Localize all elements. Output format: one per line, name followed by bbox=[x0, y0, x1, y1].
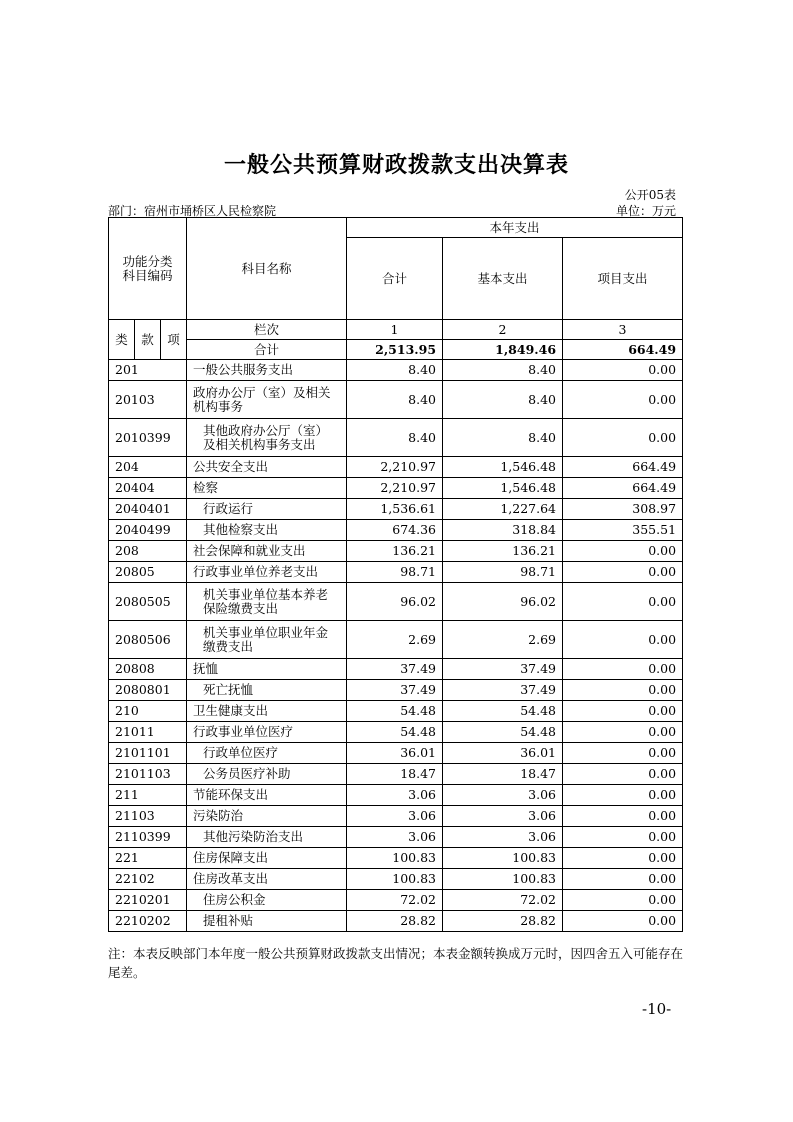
row-project: 0.00 bbox=[563, 911, 683, 932]
subject-code: 2080505 bbox=[109, 583, 187, 621]
row-project: 0.00 bbox=[563, 621, 683, 659]
row-basic: 72.02 bbox=[443, 890, 563, 911]
row-project: 0.00 bbox=[563, 381, 683, 419]
row-basic: 136.21 bbox=[443, 541, 563, 562]
form-number: 公开05表 bbox=[624, 188, 676, 202]
subject-code: 20808 bbox=[109, 659, 187, 680]
table-row bbox=[109, 583, 683, 621]
col-2-label: 2 bbox=[443, 320, 563, 340]
subject-name: 提租补贴 bbox=[187, 911, 347, 932]
table-row bbox=[109, 764, 683, 785]
project-header: 项目支出 bbox=[563, 238, 683, 320]
basic-header: 基本支出 bbox=[443, 238, 563, 320]
current-year-header: 本年支出 bbox=[347, 218, 683, 238]
row-basic: 37.49 bbox=[443, 680, 563, 701]
row-total: 2,210.97 bbox=[347, 457, 443, 478]
subject-name: 节能环保支出 bbox=[187, 785, 347, 806]
subject-code: 210 bbox=[109, 701, 187, 722]
xiang-header: 项 bbox=[161, 320, 187, 360]
subject-code: 201 bbox=[109, 360, 187, 381]
subject-name: 卫生健康支出 bbox=[187, 701, 347, 722]
row-total: 3.06 bbox=[347, 806, 443, 827]
row-total: 37.49 bbox=[347, 680, 443, 701]
row-project: 0.00 bbox=[563, 680, 683, 701]
row-basic: 54.48 bbox=[443, 722, 563, 743]
row-basic: 18.47 bbox=[443, 764, 563, 785]
unit-label: 单位：万元 bbox=[615, 204, 676, 218]
row-basic: 1,227.64 bbox=[443, 499, 563, 520]
row-total: 96.02 bbox=[347, 583, 443, 621]
row-basic: 8.40 bbox=[443, 360, 563, 381]
row-project: 0.00 bbox=[563, 764, 683, 785]
row-total: 98.71 bbox=[347, 562, 443, 583]
row-basic: 3.06 bbox=[443, 806, 563, 827]
kuan-header: 款 bbox=[135, 320, 161, 360]
row-total: 54.48 bbox=[347, 722, 443, 743]
subject-name: 行政运行 bbox=[187, 499, 347, 520]
table-row bbox=[109, 890, 683, 911]
subject-name: 住房改革支出 bbox=[187, 869, 347, 890]
row-basic: 3.06 bbox=[443, 785, 563, 806]
subject-name: 行政事业单位养老支出 bbox=[187, 562, 347, 583]
row-project: 0.00 bbox=[563, 562, 683, 583]
row-total: 18.47 bbox=[347, 764, 443, 785]
table-row bbox=[109, 869, 683, 890]
table-title: 一般公共预算财政拨款支出决算表 bbox=[223, 152, 569, 178]
row-basic: 100.83 bbox=[443, 869, 563, 890]
table-row bbox=[109, 360, 683, 381]
row-basic: 1,546.48 bbox=[443, 457, 563, 478]
row-basic: 2.69 bbox=[443, 621, 563, 659]
subject-name: 污染防治 bbox=[187, 806, 347, 827]
row-basic: 96.02 bbox=[443, 583, 563, 621]
row-project: 0.00 bbox=[563, 848, 683, 869]
subject-code: 2101103 bbox=[109, 764, 187, 785]
table-row bbox=[109, 541, 683, 562]
subject-code: 208 bbox=[109, 541, 187, 562]
table-row bbox=[109, 659, 683, 680]
table-row bbox=[109, 457, 683, 478]
row-project: 0.00 bbox=[563, 806, 683, 827]
row-total: 37.49 bbox=[347, 659, 443, 680]
subject-name: 住房保障支出 bbox=[187, 848, 347, 869]
row-basic: 318.84 bbox=[443, 520, 563, 541]
total-header: 合计 bbox=[347, 238, 443, 320]
sum-basic: 1,849.46 bbox=[443, 340, 563, 360]
col-3-label: 3 bbox=[563, 320, 683, 340]
row-project: 664.49 bbox=[563, 457, 683, 478]
row-basic: 100.83 bbox=[443, 848, 563, 869]
row-total: 1,536.61 bbox=[347, 499, 443, 520]
page-number: -10- bbox=[642, 1000, 672, 1018]
subject-code: 221 bbox=[109, 848, 187, 869]
row-basic: 54.48 bbox=[443, 701, 563, 722]
subject-name: 社会保障和就业支出 bbox=[187, 541, 347, 562]
subject-name: 行政单位医疗 bbox=[187, 743, 347, 764]
row-total: 8.40 bbox=[347, 360, 443, 381]
table-row bbox=[109, 520, 683, 541]
lei-header: 类 bbox=[109, 320, 135, 360]
row-project: 0.00 bbox=[563, 659, 683, 680]
subject-name: 公共安全支出 bbox=[187, 457, 347, 478]
subject-name: 公务员医疗补助 bbox=[187, 764, 347, 785]
department-label: 部门：宿州市埇桥区人民检察院 bbox=[108, 204, 277, 218]
table-row bbox=[109, 621, 683, 659]
subject-code: 20404 bbox=[109, 478, 187, 499]
subject-name: 抚恤 bbox=[187, 659, 347, 680]
row-project: 0.00 bbox=[563, 541, 683, 562]
row-total: 72.02 bbox=[347, 890, 443, 911]
subject-name: 机关事业单位基本养老保险缴费支出 bbox=[187, 583, 347, 621]
row-basic: 36.01 bbox=[443, 743, 563, 764]
subject-code: 2040499 bbox=[109, 520, 187, 541]
table-row bbox=[109, 785, 683, 806]
row-basic: 8.40 bbox=[443, 381, 563, 419]
subject-code: 20805 bbox=[109, 562, 187, 583]
row-project: 0.00 bbox=[563, 419, 683, 457]
row-project: 0.00 bbox=[563, 869, 683, 890]
row-total: 8.40 bbox=[347, 419, 443, 457]
column-row-label: 栏次 bbox=[187, 320, 347, 340]
subject-code: 2040401 bbox=[109, 499, 187, 520]
table-row bbox=[109, 562, 683, 583]
table-row bbox=[109, 701, 683, 722]
subject-code: 2080801 bbox=[109, 680, 187, 701]
row-total: 100.83 bbox=[347, 869, 443, 890]
row-total: 36.01 bbox=[347, 743, 443, 764]
row-project: 664.49 bbox=[563, 478, 683, 499]
expenditure-table bbox=[108, 217, 683, 932]
sum-label: 合计 bbox=[187, 340, 347, 360]
row-project: 308.97 bbox=[563, 499, 683, 520]
table-row bbox=[109, 499, 683, 520]
subject-name: 其他政府办公厅（室）及相关机构事务支出 bbox=[187, 419, 347, 457]
table-row bbox=[109, 680, 683, 701]
sum-project: 664.49 bbox=[563, 340, 683, 360]
row-basic: 98.71 bbox=[443, 562, 563, 583]
subject-name-header: 科目名称 bbox=[187, 218, 347, 320]
row-total: 2.69 bbox=[347, 621, 443, 659]
row-basic: 8.40 bbox=[443, 419, 563, 457]
table-row bbox=[109, 806, 683, 827]
subject-name: 一般公共服务支出 bbox=[187, 360, 347, 381]
footnote: 注：本表反映部门本年度一般公共预算财政拨款支出情况；本表金额转换成万元时，因四舍五入可能存在尾差。 bbox=[108, 946, 684, 980]
table-row bbox=[109, 911, 683, 932]
row-total: 3.06 bbox=[347, 785, 443, 806]
subject-code: 2010399 bbox=[109, 419, 187, 457]
col-1-label: 1 bbox=[347, 320, 443, 340]
subject-code: 21103 bbox=[109, 806, 187, 827]
func-code-header: 功能分类 科目编码 bbox=[109, 218, 187, 320]
row-project: 0.00 bbox=[563, 827, 683, 848]
row-total: 54.48 bbox=[347, 701, 443, 722]
table-row bbox=[109, 478, 683, 499]
subject-code: 2110399 bbox=[109, 827, 187, 848]
subject-name: 其他污染防治支出 bbox=[187, 827, 347, 848]
row-project: 0.00 bbox=[563, 785, 683, 806]
row-total: 674.36 bbox=[347, 520, 443, 541]
row-basic: 1,546.48 bbox=[443, 478, 563, 499]
table-row bbox=[109, 827, 683, 848]
row-project: 0.00 bbox=[563, 583, 683, 621]
row-total: 100.83 bbox=[347, 848, 443, 869]
row-total: 8.40 bbox=[347, 381, 443, 419]
subject-name: 住房公积金 bbox=[187, 890, 347, 911]
subject-name: 检察 bbox=[187, 478, 347, 499]
subject-code: 204 bbox=[109, 457, 187, 478]
row-project: 0.00 bbox=[563, 701, 683, 722]
subject-code: 22102 bbox=[109, 869, 187, 890]
subject-code: 211 bbox=[109, 785, 187, 806]
subject-code: 20103 bbox=[109, 381, 187, 419]
row-basic: 3.06 bbox=[443, 827, 563, 848]
row-total: 136.21 bbox=[347, 541, 443, 562]
subject-name: 其他检察支出 bbox=[187, 520, 347, 541]
subject-name: 死亡抚恤 bbox=[187, 680, 347, 701]
row-project: 355.51 bbox=[563, 520, 683, 541]
table-row bbox=[109, 381, 683, 419]
table-row bbox=[109, 419, 683, 457]
row-total: 3.06 bbox=[347, 827, 443, 848]
subject-name: 机关事业单位职业年金缴费支出 bbox=[187, 621, 347, 659]
row-project: 0.00 bbox=[563, 890, 683, 911]
row-basic: 37.49 bbox=[443, 659, 563, 680]
table-row bbox=[109, 722, 683, 743]
row-project: 0.00 bbox=[563, 360, 683, 381]
subject-name: 政府办公厅（室）及相关机构事务 bbox=[187, 381, 347, 419]
row-total: 28.82 bbox=[347, 911, 443, 932]
sum-total: 2,513.95 bbox=[347, 340, 443, 360]
table-row bbox=[109, 743, 683, 764]
row-project: 0.00 bbox=[563, 722, 683, 743]
subject-code: 21011 bbox=[109, 722, 187, 743]
subject-code: 2080506 bbox=[109, 621, 187, 659]
subject-name: 行政事业单位医疗 bbox=[187, 722, 347, 743]
subject-code: 2210202 bbox=[109, 911, 187, 932]
row-basic: 28.82 bbox=[443, 911, 563, 932]
row-project: 0.00 bbox=[563, 743, 683, 764]
subject-code: 2210201 bbox=[109, 890, 187, 911]
table-row bbox=[109, 848, 683, 869]
subject-code: 2101101 bbox=[109, 743, 187, 764]
row-total: 2,210.97 bbox=[347, 478, 443, 499]
